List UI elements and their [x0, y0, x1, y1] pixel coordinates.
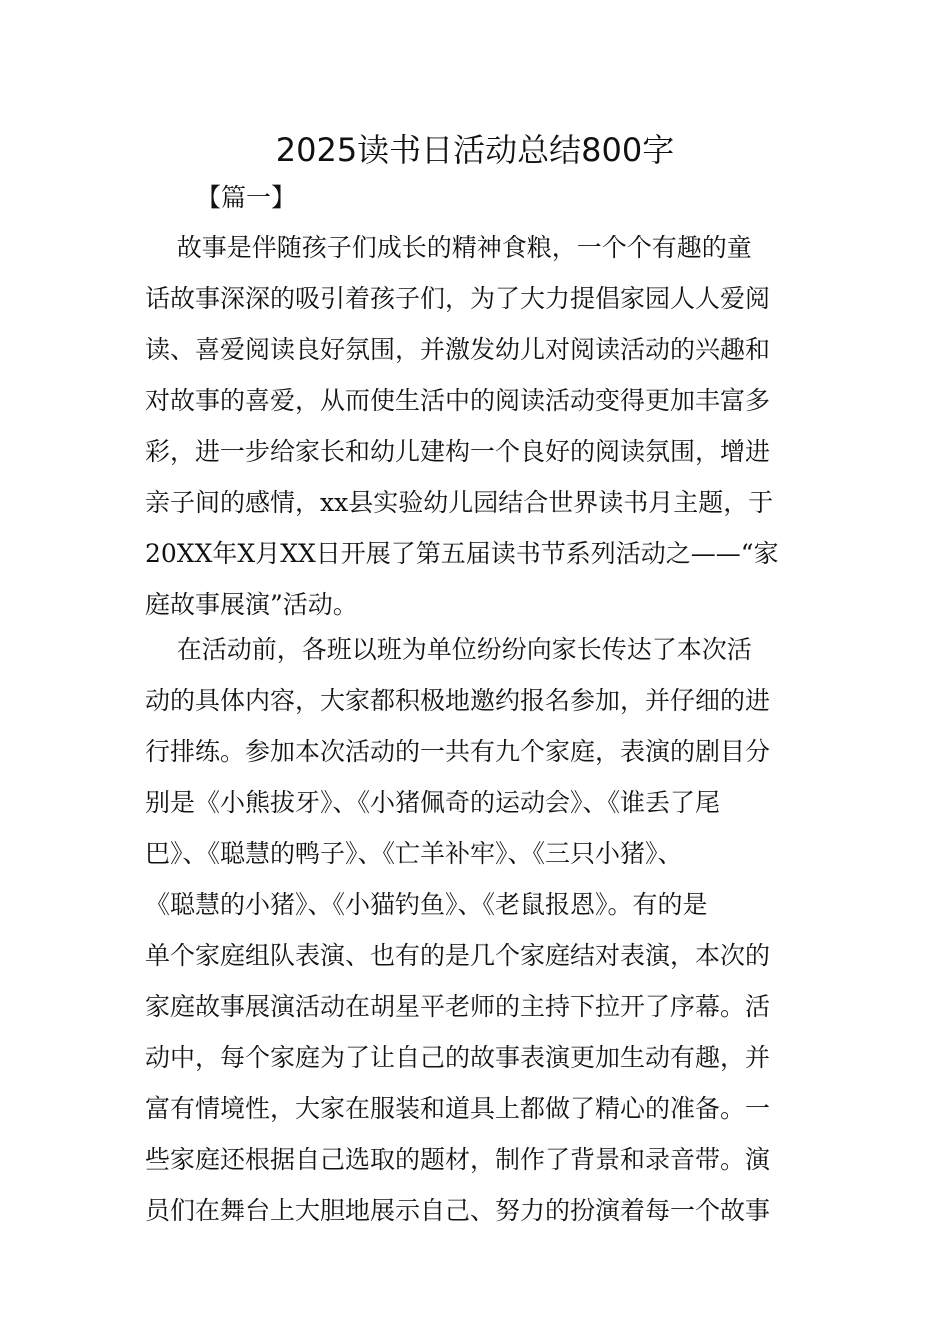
- paragraph-line: 对故事的喜爱，从而使生活中的阅读活动变得更加丰富多: [145, 386, 771, 415]
- paragraph-line: 彩，进一步给家长和幼儿建构一个良好的阅读氛围，增进: [145, 437, 771, 466]
- paragraph-line: 别是《小熊拔牙》、《小猪佩奇的运动会》、《谁丢了尾: [145, 788, 721, 817]
- paragraph-line: 庭故事展演”活动。: [145, 590, 358, 619]
- paragraph-line: 话故事深深的吸引着孩子们，为了大力提倡家园人人爱阅: [145, 284, 771, 313]
- section-label: 【篇一】: [196, 183, 297, 212]
- paragraph-line: 动中，每个家庭为了让自己的故事表演更加生动有趣，并: [145, 1043, 771, 1072]
- paragraph-line: 在活动前，各班以班为单位纷纷向家长传达了本次活: [145, 635, 752, 664]
- paragraph-line: 读、喜爱阅读良好氛围，并激发幼儿对阅读活动的兴趣和: [145, 335, 771, 364]
- paragraph-line: 动的具体内容，大家都积极地邀约报名参加，并仔细的进: [145, 686, 771, 715]
- paragraph-line: 家庭故事展演活动在胡星平老师的主持下拉开了序幕。活: [145, 992, 771, 1021]
- paragraph-line: 巴》、《聪慧的鸭子》、《亡羊补牢》、《三只小猪》、: [145, 839, 683, 868]
- paragraph-line: 20XX年X月XX日开展了第五届读书节系列活动之——“家: [145, 539, 779, 568]
- paragraph-line: 亲子间的感情，xx县实验幼儿园结合世界读书月主题，于: [145, 488, 774, 517]
- paragraph-line: 《聪慧的小猪》、《小猫钓鱼》、《老鼠报恩》。有的是: [145, 890, 708, 919]
- paragraph-2: [145, 624, 805, 1236]
- paragraph-line: 行排练。参加本次活动的一共有九个家庭，表演的剧目分: [145, 737, 771, 766]
- paragraph-line: 些家庭还根据自己选取的题材，制作了背景和录音带。演: [145, 1145, 771, 1174]
- paragraph-1: [145, 222, 805, 630]
- document-title: 2025读书日活动总结800字: [275, 131, 675, 169]
- paragraph-line: 故事是伴随孩子们成长的精神食粮，一个个有趣的童: [145, 233, 752, 262]
- paragraph-line: 富有情境性，大家在服装和道具上都做了精心的准备。一: [145, 1094, 771, 1123]
- paragraph-line: 单个家庭组队表演、也有的是几个家庭结对表演，本次的: [145, 941, 771, 970]
- paragraph-line: 员们在舞台上大胆地展示自己、努力的扮演着每一个故事: [145, 1196, 771, 1225]
